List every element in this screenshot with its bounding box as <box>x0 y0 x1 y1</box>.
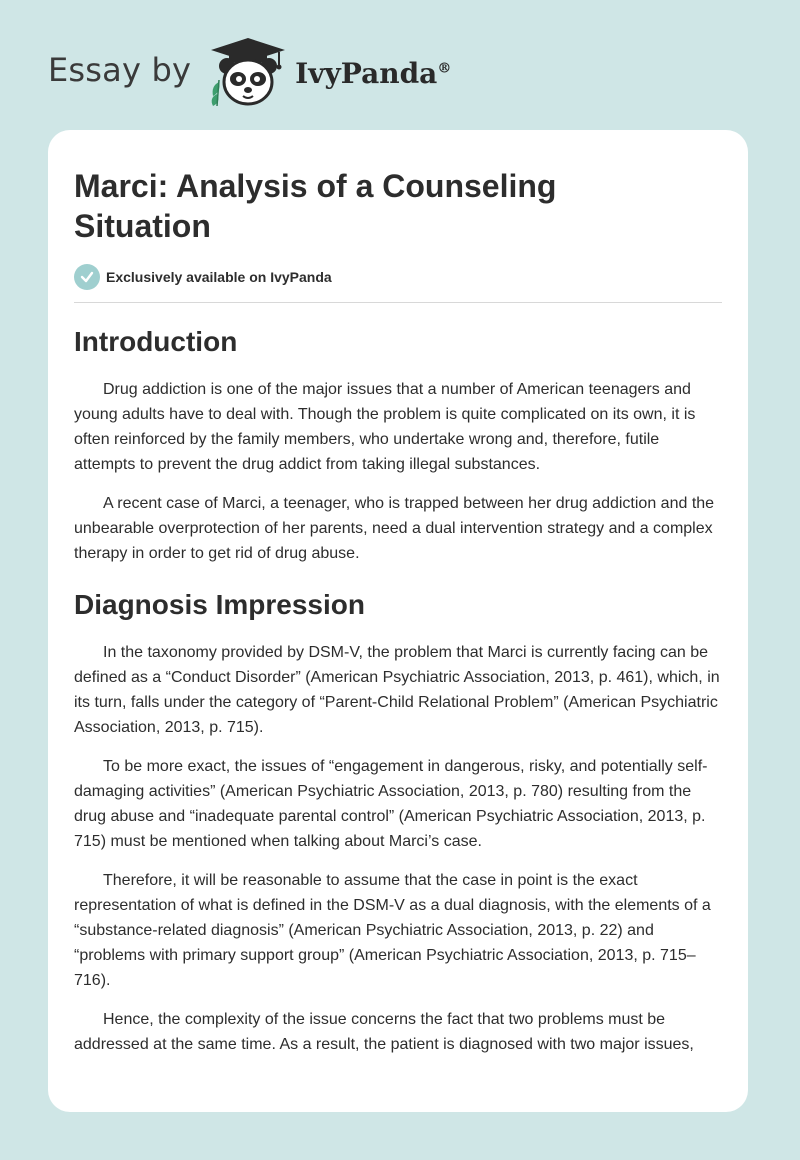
paragraph: Hence, the complexity of the issue concerns the fact that two problems must be addressed at the same time. As a result, the patient is diagnosed with two major issues, <box>74 1011 694 1053</box>
site-header <box>48 36 451 108</box>
exclusive-badge <box>74 264 722 290</box>
panda-graduate-logo-icon[interactable] <box>205 36 291 108</box>
paragraph: In the taxonomy provided by DSM-V, the problem that Marci is currently facing can be defined as a “Conduct Disorder” (American Psychiatric Association, 2013, p. 461), which, in its turn, falls under the category of “Parent-Child Relational Problem” (American Psychiatric Association, 2013, p. 715). <box>74 644 720 736</box>
article-card <box>48 130 748 1112</box>
paragraph: Drug addiction is one of the major issues that a number of American teenagers and young adults have to deal with. Though the problem is quite complicated on its own, it is often reinforced by the family members, who undertake wrong and, therefore, futile attempts to prevent the drug addict from taking illegal substances. <box>74 381 696 473</box>
brand-name[interactable]: IvyPanda® <box>295 56 452 90</box>
paragraph: Therefore, it will be reasonable to assume that the case in point is the exact representation of what is defined in the DSM-V as a dual diagnosis, with the elements of a “substance-related diagnosis” (American Psychiatric Association, 2013, p. 22) and “problems with primary support group” (American Psychiatric Association, 2013, p. 715–716). <box>74 872 711 989</box>
check-icon <box>74 264 100 290</box>
divider <box>74 302 722 303</box>
registered-mark: ® <box>437 60 452 77</box>
section-heading-introduction: Introduction <box>74 326 238 357</box>
article-title: Marci: Analysis of a Counseling Situation <box>74 168 557 244</box>
essay-by-label: Essay by <box>48 51 192 89</box>
exclusive-label: Exclusively available on IvyPanda <box>106 269 332 285</box>
paragraph: A recent case of Marci, a teenager, who is trapped between her drug addiction and the unbearable overprotection of her parents, need a dual intervention strategy and a complex therapy in order to get rid of drug abuse. <box>74 495 715 562</box>
section-heading-diagnosis: Diagnosis Impression <box>74 589 365 620</box>
paragraph: To be more exact, the issues of “engagement in dangerous, risky, and potentially self-damaging activities” (American Psychiatric Association, 2013, p. 780) resulting from the drug abuse and “inadequate parental control” (American Psychiatric Association, 2013, p. 715) must be mentioned when talking about Marci’s case. <box>74 758 708 850</box>
